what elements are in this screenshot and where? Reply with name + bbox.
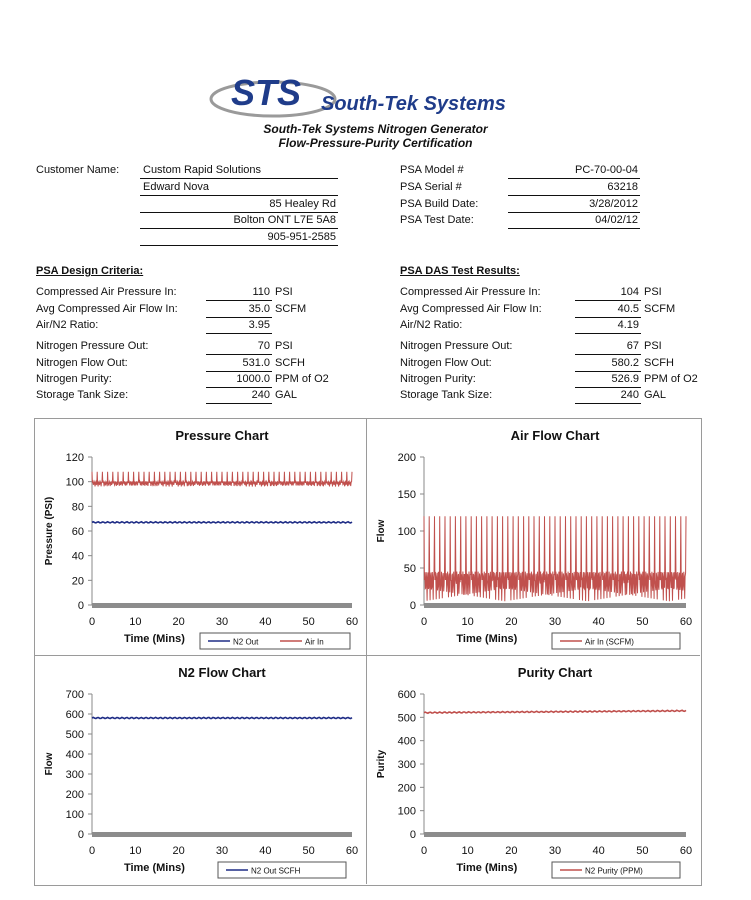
x-tick-label: 0 — [420, 616, 428, 628]
pressure-chart — [35, 419, 366, 655]
underline — [140, 212, 338, 213]
underline — [206, 333, 272, 334]
underline — [206, 354, 272, 355]
y-tick-label: 0 — [409, 829, 416, 841]
underline — [575, 333, 641, 334]
x-tick-label: 30 — [548, 845, 562, 857]
row-label: Storage Tank Size: — [400, 389, 493, 401]
underline — [508, 228, 640, 229]
y-tick-label: 600 — [65, 709, 84, 721]
row-value: 526.9 — [611, 373, 639, 385]
x-axis-bar — [424, 603, 686, 608]
y-tick-label: 200 — [397, 782, 416, 795]
x-tick-label: 20 — [505, 616, 518, 628]
customer-name: Custom Rapid Solutions — [143, 164, 262, 176]
x-tick-label: 20 — [505, 845, 518, 857]
x-tick-label: 10 — [129, 616, 142, 628]
x-tick-label: 50 — [636, 616, 649, 628]
x-tick-label: 50 — [302, 616, 315, 628]
y-tick-label: 100 — [65, 476, 84, 489]
row-label: Storage Tank Size: — [36, 389, 129, 401]
underline — [575, 300, 641, 301]
y-tick-label: 500 — [65, 729, 84, 741]
series-line — [424, 516, 686, 601]
row-unit: PPM of O2 — [644, 373, 698, 385]
y-tick-label: 400 — [397, 735, 416, 748]
row-unit: SCFH — [644, 357, 674, 369]
x-tick-label: 0 — [420, 845, 428, 857]
purity-chart — [367, 656, 700, 884]
y-tick-label: 100 — [397, 805, 416, 818]
x-axis-bar — [92, 832, 352, 837]
row-value: 110 — [252, 286, 270, 298]
x-axis-label: Time (Mins) — [123, 633, 185, 645]
y-tick-label: 200 — [65, 789, 84, 801]
y-tick-label: 100 — [65, 809, 84, 821]
y-tick-label: 200 — [397, 452, 416, 464]
row-unit: PSI — [644, 340, 662, 352]
underline — [140, 195, 338, 196]
test-results-heading: PSA DAS Test Results: — [400, 265, 520, 277]
y-tick-label: 700 — [65, 689, 84, 701]
chart-title: Pressure Chart — [175, 428, 269, 443]
row-label: Nitrogen Purity: — [400, 373, 476, 385]
series-line — [92, 717, 352, 718]
row-value: 531.0 — [242, 357, 270, 369]
underline — [140, 178, 338, 179]
underline — [575, 387, 641, 388]
y-tick-label: 400 — [65, 749, 84, 761]
row-unit: PSI — [644, 286, 662, 298]
underline — [575, 317, 641, 318]
x-tick-label: 30 — [548, 616, 562, 628]
y-tick-label: 300 — [65, 769, 84, 781]
row-label: Air/N2 Ratio: — [36, 319, 99, 331]
x-axis-label: Time (Mins) — [456, 633, 518, 645]
y-tick-label: 40 — [71, 550, 84, 563]
x-axis-label: Time (Mins) — [456, 862, 518, 874]
psa-test-date: 04/02/12 — [595, 214, 638, 226]
legend-label: Air In (SCFM) — [585, 637, 634, 647]
x-axis-bar — [424, 832, 686, 837]
x-tick-label: 60 — [345, 616, 359, 628]
customer-name-label: Customer Name: — [36, 164, 120, 176]
x-tick-label: 60 — [679, 616, 693, 628]
series-line — [92, 472, 352, 487]
underline — [508, 212, 640, 213]
row-unit: PSI — [275, 340, 293, 352]
title-line-1: South-Tek Systems Nitrogen Generator — [263, 122, 488, 136]
row-value: 4.19 — [617, 319, 639, 331]
x-tick-label: 10 — [461, 845, 474, 857]
x-tick-label: 40 — [259, 845, 272, 857]
underline — [206, 300, 272, 301]
y-tick-label: 60 — [71, 526, 84, 538]
y-tick-label: 150 — [397, 489, 416, 501]
y-tick-label: 500 — [397, 712, 416, 725]
customer-phone: 905-951-2585 — [267, 231, 336, 243]
row-value: 35.0 — [248, 303, 270, 315]
logo-letters: STS — [231, 72, 302, 113]
chart-title: N2 Flow Chart — [178, 665, 266, 680]
x-tick-label: 20 — [172, 616, 185, 628]
y-axis-label: Purity — [376, 749, 387, 779]
row-value: 240 — [251, 389, 270, 401]
row-label: Nitrogen Pressure Out: — [36, 340, 149, 352]
n2-flow-chart — [35, 656, 366, 884]
row-value: 40.5 — [617, 303, 639, 315]
row-label: Nitrogen Pressure Out: — [400, 340, 513, 352]
air-flow-chart — [367, 419, 700, 655]
row-label: Nitrogen Flow Out: — [400, 357, 492, 369]
row-value: 3.95 — [248, 319, 270, 331]
x-axis-bar — [92, 603, 352, 608]
logo-swoosh — [205, 72, 525, 124]
psa-model-label: PSA Model # — [400, 164, 464, 176]
x-tick-label: 40 — [592, 845, 605, 857]
x-tick-label: 10 — [461, 616, 474, 628]
logo — [205, 72, 525, 124]
row-unit: SCFM — [275, 303, 307, 315]
y-tick-label: 0 — [77, 600, 84, 612]
x-tick-label: 40 — [259, 616, 272, 628]
row-label: Air/N2 Ratio: — [400, 319, 463, 331]
row-unit: GAL — [644, 389, 667, 401]
y-tick-label: 100 — [397, 526, 416, 538]
document-title — [0, 122, 751, 150]
underline — [575, 354, 641, 355]
row-label: Compressed Air Pressure In: — [36, 286, 177, 298]
design-criteria-heading: PSA Design Criteria: — [36, 265, 144, 277]
x-tick-label: 60 — [679, 845, 693, 857]
x-tick-label: 60 — [345, 845, 359, 857]
psa-build-label: PSA Build Date: — [400, 198, 479, 210]
row-label: Compressed Air Pressure In: — [400, 286, 541, 298]
x-axis-label: Time (Mins) — [123, 862, 185, 874]
y-axis-label: Flow — [376, 519, 387, 543]
psa-test-label: PSA Test Date: — [400, 214, 474, 226]
row-unit: SCFH — [275, 357, 305, 369]
row-value: 67 — [626, 340, 639, 352]
x-tick-label: 40 — [592, 616, 605, 628]
y-tick-label: 0 — [409, 600, 416, 612]
legend-label: Air In — [305, 637, 324, 647]
row-value: 104 — [620, 286, 639, 298]
y-tick-label: 120 — [65, 452, 84, 464]
y-tick-label: 300 — [397, 759, 416, 771]
psa-model: PC-70-00-04 — [575, 164, 638, 176]
y-axis-label: Flow — [44, 752, 55, 776]
x-tick-label: 50 — [302, 845, 315, 857]
underline — [206, 387, 272, 388]
underline — [206, 371, 272, 372]
customer-address-1: 85 Healey Rd — [269, 198, 336, 210]
customer-address-2: Bolton ONT L7E 5A8 — [233, 214, 336, 226]
legend-label: N2 Out SCFH — [251, 866, 301, 876]
row-label: Avg Compressed Air Flow In: — [400, 303, 542, 315]
x-tick-label: 50 — [636, 845, 649, 857]
row-value: 70 — [257, 340, 270, 352]
x-tick-label: 30 — [215, 845, 229, 857]
underline — [140, 245, 338, 246]
row-unit: PPM of O2 — [275, 373, 329, 385]
x-tick-label: 0 — [88, 845, 96, 857]
underline — [508, 178, 640, 179]
y-tick-label: 600 — [397, 689, 416, 701]
underline — [206, 317, 272, 318]
y-axis-label: Pressure (PSI) — [44, 496, 55, 566]
row-value: 1000.0 — [236, 373, 270, 385]
psa-serial-label: PSA Serial # — [400, 181, 462, 193]
row-label: Nitrogen Purity: — [36, 373, 112, 385]
y-tick-label: 20 — [71, 575, 84, 588]
underline — [575, 371, 641, 372]
customer-contact: Edward Nova — [143, 181, 210, 193]
row-unit: PSI — [275, 286, 293, 298]
row-value: 240 — [620, 389, 639, 401]
y-tick-label: 50 — [403, 563, 416, 575]
x-tick-label: 30 — [215, 616, 229, 628]
title-line-2: Flow-Pressure-Purity Certification — [278, 136, 473, 150]
underline — [575, 403, 641, 404]
row-label: Avg Compressed Air Flow In: — [36, 303, 178, 315]
psa-serial: 63218 — [607, 181, 638, 193]
x-tick-label: 10 — [129, 845, 142, 857]
y-tick-label: 80 — [71, 501, 84, 514]
legend-label: N2 Out — [233, 637, 259, 647]
x-tick-label: 20 — [172, 845, 185, 857]
row-unit: GAL — [275, 389, 298, 401]
chart-title: Air Flow Chart — [510, 428, 600, 443]
series-line — [92, 522, 352, 523]
row-unit: SCFM — [644, 303, 676, 315]
x-tick-label: 0 — [88, 616, 96, 628]
underline — [206, 403, 272, 404]
row-value: 580.2 — [611, 357, 639, 369]
logo-company: South-Tek Systems — [321, 93, 506, 115]
chart-title: Purity Chart — [517, 665, 593, 680]
row-label: Nitrogen Flow Out: — [36, 357, 128, 369]
psa-build-date: 3/28/2012 — [589, 198, 638, 210]
legend-label: N2 Purity (PPM) — [585, 866, 643, 876]
underline — [140, 228, 338, 229]
series-line — [424, 710, 686, 713]
y-tick-label: 0 — [77, 829, 84, 841]
underline — [508, 195, 640, 196]
